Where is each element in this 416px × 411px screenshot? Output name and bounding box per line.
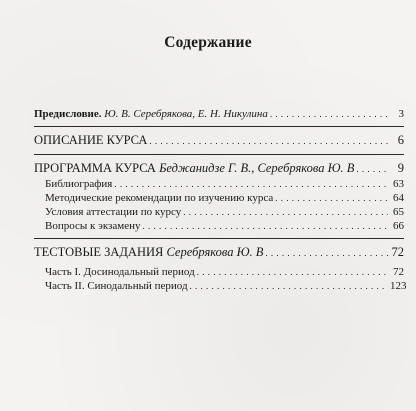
page-number: 64 bbox=[393, 192, 404, 204]
section-title: ПРОГРАММА КУРСА bbox=[34, 161, 156, 175]
toc-entry-program bbox=[34, 161, 404, 177]
toc-entry-label: ОПИСАНИЕ КУРСА bbox=[34, 133, 148, 147]
toc-subentry bbox=[34, 220, 404, 233]
page-number: 72 bbox=[393, 266, 404, 278]
page-number: 65 bbox=[393, 206, 404, 218]
page-number: 123 bbox=[390, 280, 407, 292]
dot-leader bbox=[143, 220, 389, 233]
toc-subentry-label: Методические рекомендации по изучению курса bbox=[45, 192, 274, 204]
toc-subentry-label: Библиография bbox=[45, 178, 113, 190]
toc-subentry-label: Условия аттестации по курсу bbox=[45, 206, 182, 218]
toc-subentry bbox=[34, 178, 404, 191]
toc-subentry bbox=[34, 266, 404, 279]
toc-subentry-label: Часть I. Досинодальный период bbox=[45, 266, 195, 278]
section-authors: Серебрякова Ю. В bbox=[166, 245, 264, 259]
table-of-contents bbox=[34, 108, 407, 293]
toc-entry-label bbox=[34, 161, 354, 176]
dot-leader bbox=[265, 245, 388, 261]
toc-subentry bbox=[34, 280, 407, 293]
toc-subentry bbox=[34, 206, 404, 219]
section-title: ТЕСТОВЫЕ ЗАДАНИЯ bbox=[34, 245, 164, 259]
dot-leader bbox=[275, 192, 388, 205]
toc-entry-preface bbox=[34, 108, 404, 121]
page-number: 63 bbox=[393, 178, 404, 190]
page-title: Содержание bbox=[164, 34, 252, 51]
divider-line bbox=[34, 126, 404, 127]
divider-line bbox=[34, 238, 404, 239]
page-number: 66 bbox=[393, 220, 404, 232]
dot-leader bbox=[190, 280, 388, 293]
page-number: 6 bbox=[397, 133, 404, 147]
page-number: 9 bbox=[397, 161, 404, 175]
toc-entry-tests bbox=[34, 245, 404, 261]
dot-leader bbox=[149, 133, 388, 149]
preface-authors: Ю. В. Серебрякова, Е. Н. Никулина bbox=[104, 108, 268, 120]
divider-line bbox=[34, 154, 404, 155]
dot-leader bbox=[356, 161, 388, 177]
toc-subentry-label: Вопросы к экзамену bbox=[45, 220, 141, 232]
toc-entry-label bbox=[34, 108, 268, 121]
dot-leader bbox=[270, 108, 388, 121]
section-authors: Беджанидзе Г. В., Серебрякова Ю. В bbox=[159, 161, 355, 175]
page-number: 3 bbox=[398, 108, 404, 120]
dot-leader bbox=[197, 266, 388, 279]
dot-leader bbox=[114, 178, 388, 191]
toc-entry-description bbox=[34, 133, 404, 149]
dot-leader bbox=[183, 206, 388, 219]
page-number: 72 bbox=[391, 245, 404, 259]
toc-entry-label bbox=[34, 245, 263, 260]
toc-subentry bbox=[34, 192, 404, 205]
preface-label: Предисловие. bbox=[34, 108, 102, 120]
toc-subentry-label: Часть II. Синодальный период bbox=[45, 280, 188, 292]
